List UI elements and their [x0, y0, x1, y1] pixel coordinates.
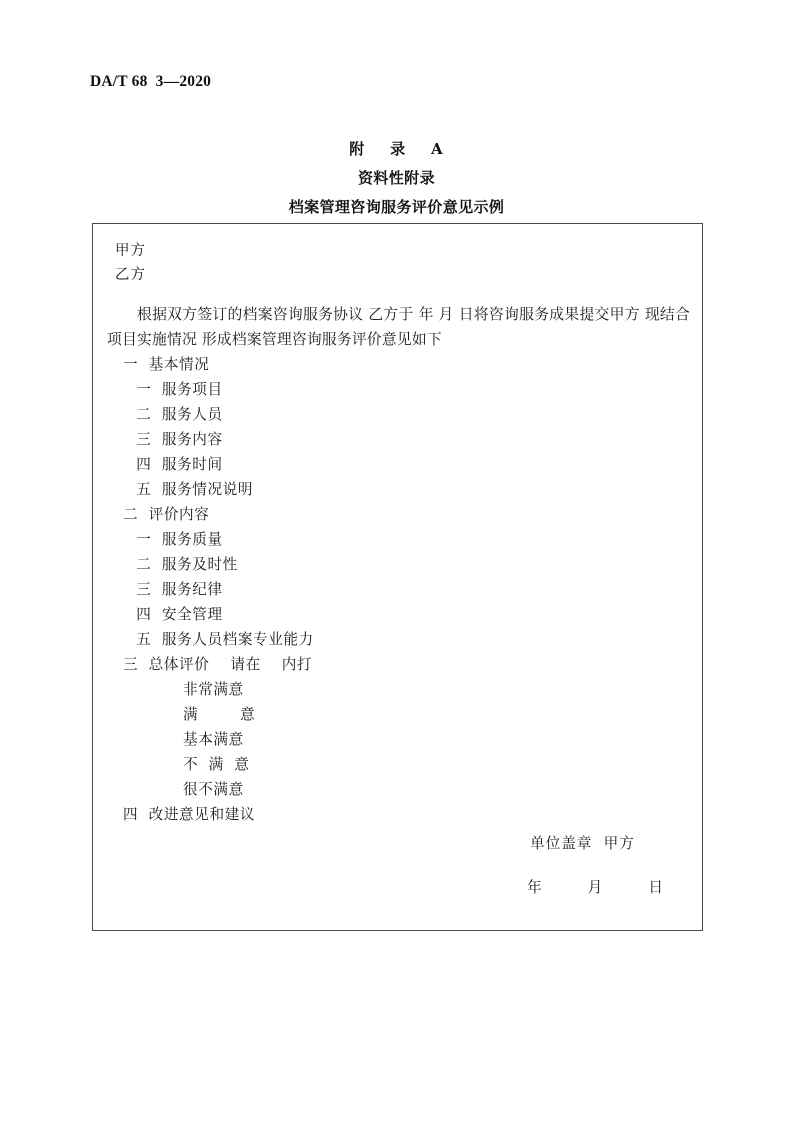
outline-item: 二 服务人员 — [131, 406, 223, 423]
outline-item: 三 服务纪律 — [131, 581, 223, 598]
outline-item: 二 服务及时性 — [131, 556, 238, 573]
intro-paragraph: 根据双方签订的档案咨询服务协议 乙方于 年 月 日将咨询服务成果提交甲方 现结合项目实施情况 形成档案管理咨询服务评价意见如下 — [107, 306, 690, 348]
appendix-title: 档案管理咨询服务评价意见示例 — [288, 198, 505, 216]
date-line: 年 月 日 — [527, 879, 665, 896]
outline-list — [93, 352, 702, 827]
outline-item: 一 服务质量 — [131, 531, 223, 548]
stamp-line: 单位盖章 甲方 — [530, 835, 635, 852]
rating-option-very-unsatisfied[interactable]: 很不满意 — [183, 781, 244, 798]
outline-item: 一 服务项目 — [131, 381, 223, 398]
rating-option-very-satisfied[interactable]: 非常满意 — [183, 681, 244, 698]
party-b-label: 乙方 — [115, 267, 146, 283]
rating-option-satisfied[interactable]: 满 意 — [183, 706, 256, 723]
appendix-type: 资料性附录 — [357, 169, 435, 187]
outline-item: 一 基本情况 — [123, 356, 210, 373]
rating-option-unsatisfied[interactable]: 不 满 意 — [183, 756, 250, 773]
standard-number-header: DA/T 68 3—2020 — [90, 73, 212, 90]
outline-item-suggestions: 四 改进意见和建议 — [123, 806, 256, 823]
outline-item: 四 安全管理 — [131, 606, 223, 623]
evaluation-form-box — [92, 223, 703, 931]
appendix-title-block — [0, 138, 793, 217]
outline-item-overall-rating: 三 总体评价 请在 内打 — [123, 656, 313, 673]
outline-item: 五 服务人员档案专业能力 — [131, 631, 314, 648]
appendix-label: 附 录 A — [349, 140, 444, 158]
party-block — [115, 239, 146, 287]
outline-item: 四 服务时间 — [131, 456, 223, 473]
outline-item: 二 评价内容 — [123, 506, 210, 523]
party-a-label: 甲方 — [115, 243, 146, 259]
outline-item: 三 服务内容 — [131, 431, 223, 448]
signature-block — [93, 832, 702, 900]
outline-item: 五 服务情况说明 — [131, 481, 254, 498]
rating-option-basically-satisfied[interactable]: 基本满意 — [183, 731, 244, 748]
